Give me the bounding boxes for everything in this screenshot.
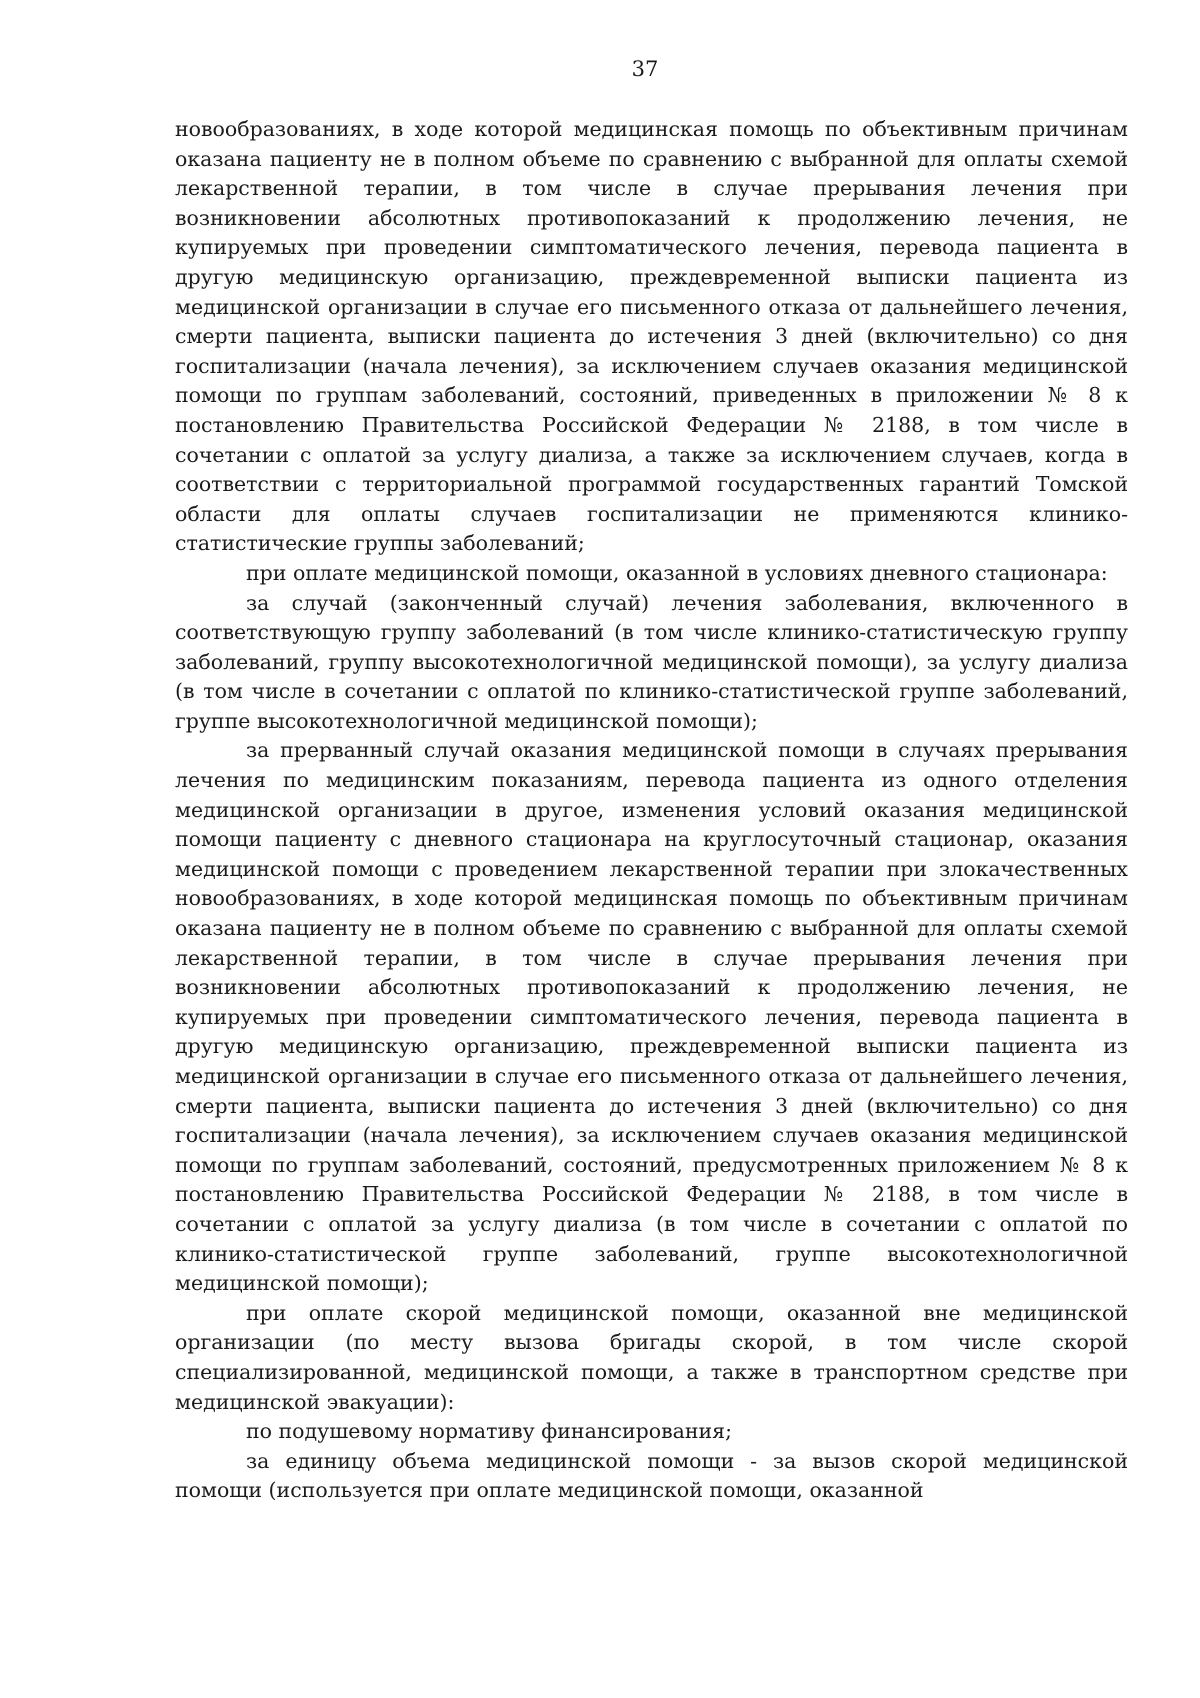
paragraph: за прерванный случай оказания медицинской помощи в случаях прерывания лечения по медицинским показаниям, перевода пациента из одного отделения медицинской организации в другое, изменения условий оказания медицинской помощи пациенту с дневного стационара на круглосуточный стационар, оказания медицинской помощи с проведением лекарственной терапии при злокачественных новообразованиях, в ходе которой медицинская помощь по объективным причинам оказана пациенту не в полном объеме по сравнению с выбранной для оплаты схемой лекарственной терапии, в том числе в случае прерывания лечения при возникновении абсолютных противопоказаний к продолжению лечения, не купируемых при проведении симптоматического лечения, перевода пациента в другую медицинскую организацию, преждевременной выписки пациента из медицинской организации в случае его письменного отказа от дальнейшего лечения, смерти пациента, выписки пациента до истечения 3 дней (включительно) со дня госпитализации (начала лечения), за исключением случаев оказания медицинской помощи по группам заболеваний, состояний, предусмотренных приложением № 8 к постановлению Правительства Российской Федерации № 2188, в том числе в сочетании с оплатой за услугу диализа (в том числе в сочетании с оплатой по клинико-статистической группе заболеваний, группе высокотехнологичной медицинской помощи);: [175, 738, 1128, 1296]
paragraph: при оплате медицинской помощи, оказанной в условиях дневного стационара:: [246, 560, 1108, 585]
paragraph: за случай (законченный случай) лечения заболевания, включенного в соответствующую группу заболеваний (в том числе клинико-статистическую группу заболеваний, группу высокотехнологичной медицинской помощи), за услугу диализа (в том числе в сочетании с оплатой по клинико-статистической группе заболеваний, группе высокотехнологичной медицинской помощи);: [175, 590, 1128, 733]
document-body: [175, 115, 1128, 1506]
paragraph: по подушевому нормативу финансирования;: [246, 1419, 733, 1444]
paragraph: за единицу объема медицинской помощи - за вызов скорой медицинской помощи (используется при оплате медицинской помощи, оказанной: [175, 1448, 1128, 1503]
paragraph: при оплате скорой медицинской помощи, оказанной вне медицинской организации (по месту вызова бригады скорой, в том числе скорой специализированной, медицинской помощи, а также в транспортном средстве при медицинской эвакуации):: [175, 1300, 1128, 1414]
page-number: 37: [631, 57, 659, 81]
paragraph-continuation: новообразованиях, в ходе которой медицинская помощь по объективным причинам оказана пациенту не в полном объеме по сравнению с выбранной для оплаты схемой лекарственной терапии, в том числе в случае прерывания лечения при возникновении абсолютных противопоказаний к продолжению лечения, не купируемых при проведении симптоматического лечения, перевода пациента в другую медицинскую организацию, преждевременной выписки пациента из медицинской организации в случае его письменного отказа от дальнейшего лечения, смерти пациента, выписки пациента до истечения 3 дней (включительно) со дня госпитализации (начала лечения), за исключением случаев оказания медицинской помощи по группам заболеваний, состояний, приведенных в приложении № 8 к постановлению Правительства Российской Федерации № 2188, в том числе в сочетании с оплатой за услугу диализа, а также за исключением случаев, когда в соответствии с территориальной программой государственных гарантий Томской области для оплаты случаев госпитализации не применяются клинико-статистические группы заболеваний;: [175, 117, 1128, 556]
